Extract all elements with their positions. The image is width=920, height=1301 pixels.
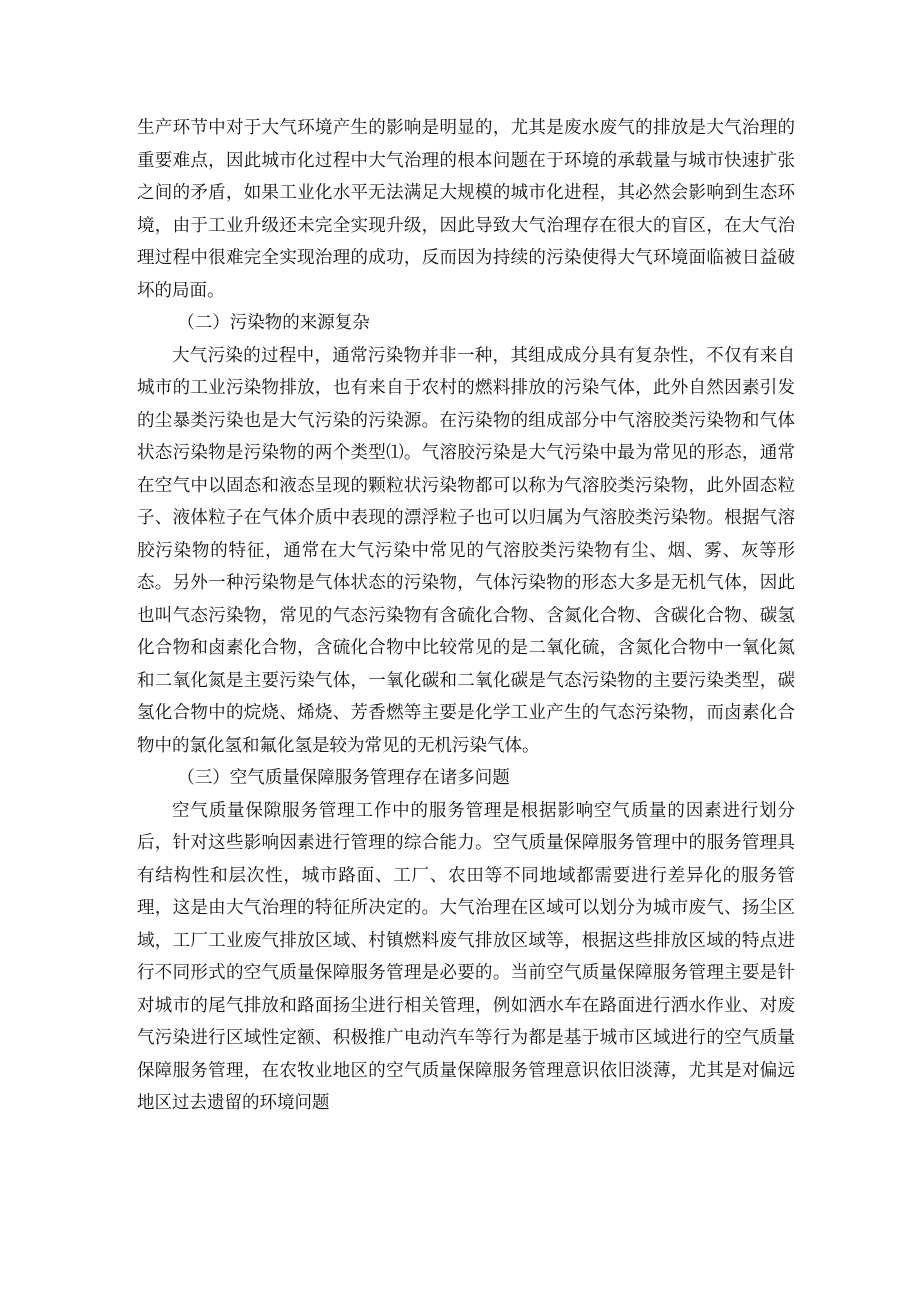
body-paragraph-air-quality-management: 空气质量保隙服务管理工作中的服务管理是根据影响空气质量的因素进行划分后，针对这些影响因素进行管理的综合能力。空气质量保障服务管理中的服务管理具有结构性和层次性，城市路面、工厂、农田等不同地域都需要进行差异化的服务管理，这是由大气治理的特征所决定的。大气治理在区域可以划分为城市废气、扬尘区域，工厂工业废气排放区域、村镇燃料废气排放区域等，根据这些排放区域的特点进行不同形式的空气质量保障服务管理是必要的。当前空气质量保障服务管理主要是针对城市的尾气排放和路面扬尘进行相关管理，例如洒水车在路面进行洒水作业、对废气污染进行区域性定额、积极推广电动汽车等行为都是基于城市区域进行的空气质量保障服务管理，在农牧业地区的空气质量保障服务管理意识依旧淡薄，尤其是对偏远地区过去遗留的环境问题 [137,800,795,1113]
document-body [137,112,795,1120]
body-paragraph-continued: 生产环节中对于大气环境产生的影响是明显的，尤其是废水废气的排放是大气治理的重要难点，因此城市化过程中大气治理的根本问题在于环境的承载量与城市快速扩张之间的矛盾，如果工业化水平无法满足大规模的城市化进程，其必然会影响到生态环境，由于工业升级还未完全实现升级，因此导致大气治理存在很大的盲区，在大气治理过程中很难完全实现治理的成功，反而因为持续的污染使得大气环境面临被日益破坏的局面。 [137,118,795,301]
section-heading-pollutant-sources: （二）污染物的来源复杂 [177,313,370,333]
body-paragraph-pollutant-sources: 大气污染的过程中，通常污染物并非一种，其组成成分具有复杂性，不仅有来自城市的工业污染物排放，也有来自于农村的燃料排放的污染气体，此外自然因素引发的尘暴类污染也是大气污染的污染源。在污染物的组成部分中气溶胶类污染物和气体状态污染物是污染物的两个类型⑴。气溶胶污染是大气污染中最为常见的形态，通常在空气中以固态和液态呈现的颗粒状污染物都可以称为气溶胶类污染物，此外固态粒子、液体粒子在气体介质中表现的漂浮粒子也可以归属为气溶胶类污染物。根据气溶胶污染物的特征，通常在大气污染中常见的气溶胶类污染物有尘、烟、雾、灰等形态。另外一种污染物是气体状态的污染物，气体污染物的形态大多是无机气体，因此也叫气态污染物，常见的气态污染物有含硫化合物、含氮化合物、含碳化合物、碳氢化合物和卤素化合物，含硫化合物中比较常见的是二氧化硫，含氮化合物中一氧化氮和二氧化氮是主要污染气体，一氧化碳和二氧化碳是气态污染物的主要污染类型，碳氢化合物中的烷烧、烯烧、芳香燃等主要是化学工业产生的气态污染物，而卤素化合物中的氯化氢和氟化氢是较为常见的无机污染气体。 [137,345,795,756]
section-heading-air-quality-management: （三）空气质量保障服务管理存在诸多问题 [177,768,510,788]
